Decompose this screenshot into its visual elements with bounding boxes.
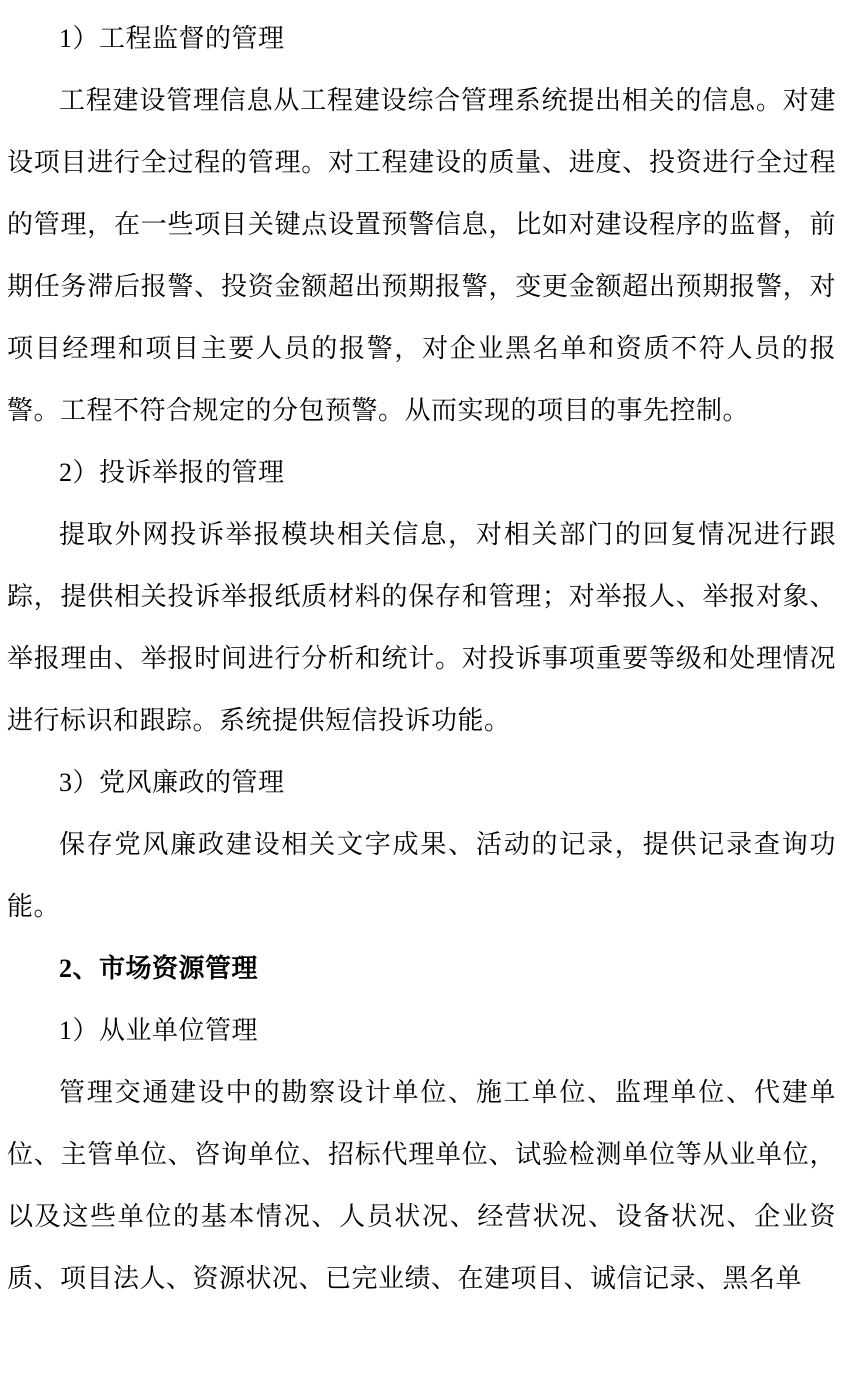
subheading-party-integrity: 3）党风廉政的管理 <box>59 768 285 797</box>
paragraph-project-supervision-body: 工程建设管理信息从工程建设综合管理系统提出相关的信息。对建设项目进行全过程的管理。对工程建设的质量、进度、投资进行全过程的管理，在一些项目关键点设置预警信息，比如对建设程序的监督，前期任务滞后报警、投资金额超出预期报警，变更金额超出预期报警，对项目经理和项目主要人员的报警，对企业黑名单和资质不符人员的报警。工程不符合规定的分包预警。从而实现的项目的事先控制。 <box>7 86 836 425</box>
paragraph-practicing-unit-body-clipped: 管理交通建设中的勘察设计单位、施工单位、监理单位、代建单位、主管单位、咨询单位、招标代理单位、试验检测单位等从业单位，以及这些单位的基本情况、人员状况、经营状况、设备状况、企业资质、项目法人、资源状况、已完业绩、在建项目、诚信记录、黑名单 <box>7 1078 836 1293</box>
subheading-complaint-reporting: 2）投诉举报的管理 <box>59 458 285 487</box>
paragraph-complaint-reporting-body: 提取外网投诉举报模块相关信息，对相关部门的回复情况进行跟踪，提供相关投诉举报纸质材料的保存和管理；对举报人、举报对象、举报理由、举报时间进行分析和统计。对投诉事项重要等级和处理情况进行标识和跟踪。系统提供短信投诉功能。 <box>7 520 836 735</box>
subheading-project-supervision: 1）工程监督的管理 <box>59 24 285 53</box>
paragraph-party-integrity-body: 保存党风廉政建设相关文字成果、活动的记录，提供记录查询功能。 <box>7 830 836 921</box>
subheading-practicing-unit-management: 1）从业单位管理 <box>59 1016 259 1045</box>
heading-market-resource-management: 2、市场资源管理 <box>59 954 259 983</box>
